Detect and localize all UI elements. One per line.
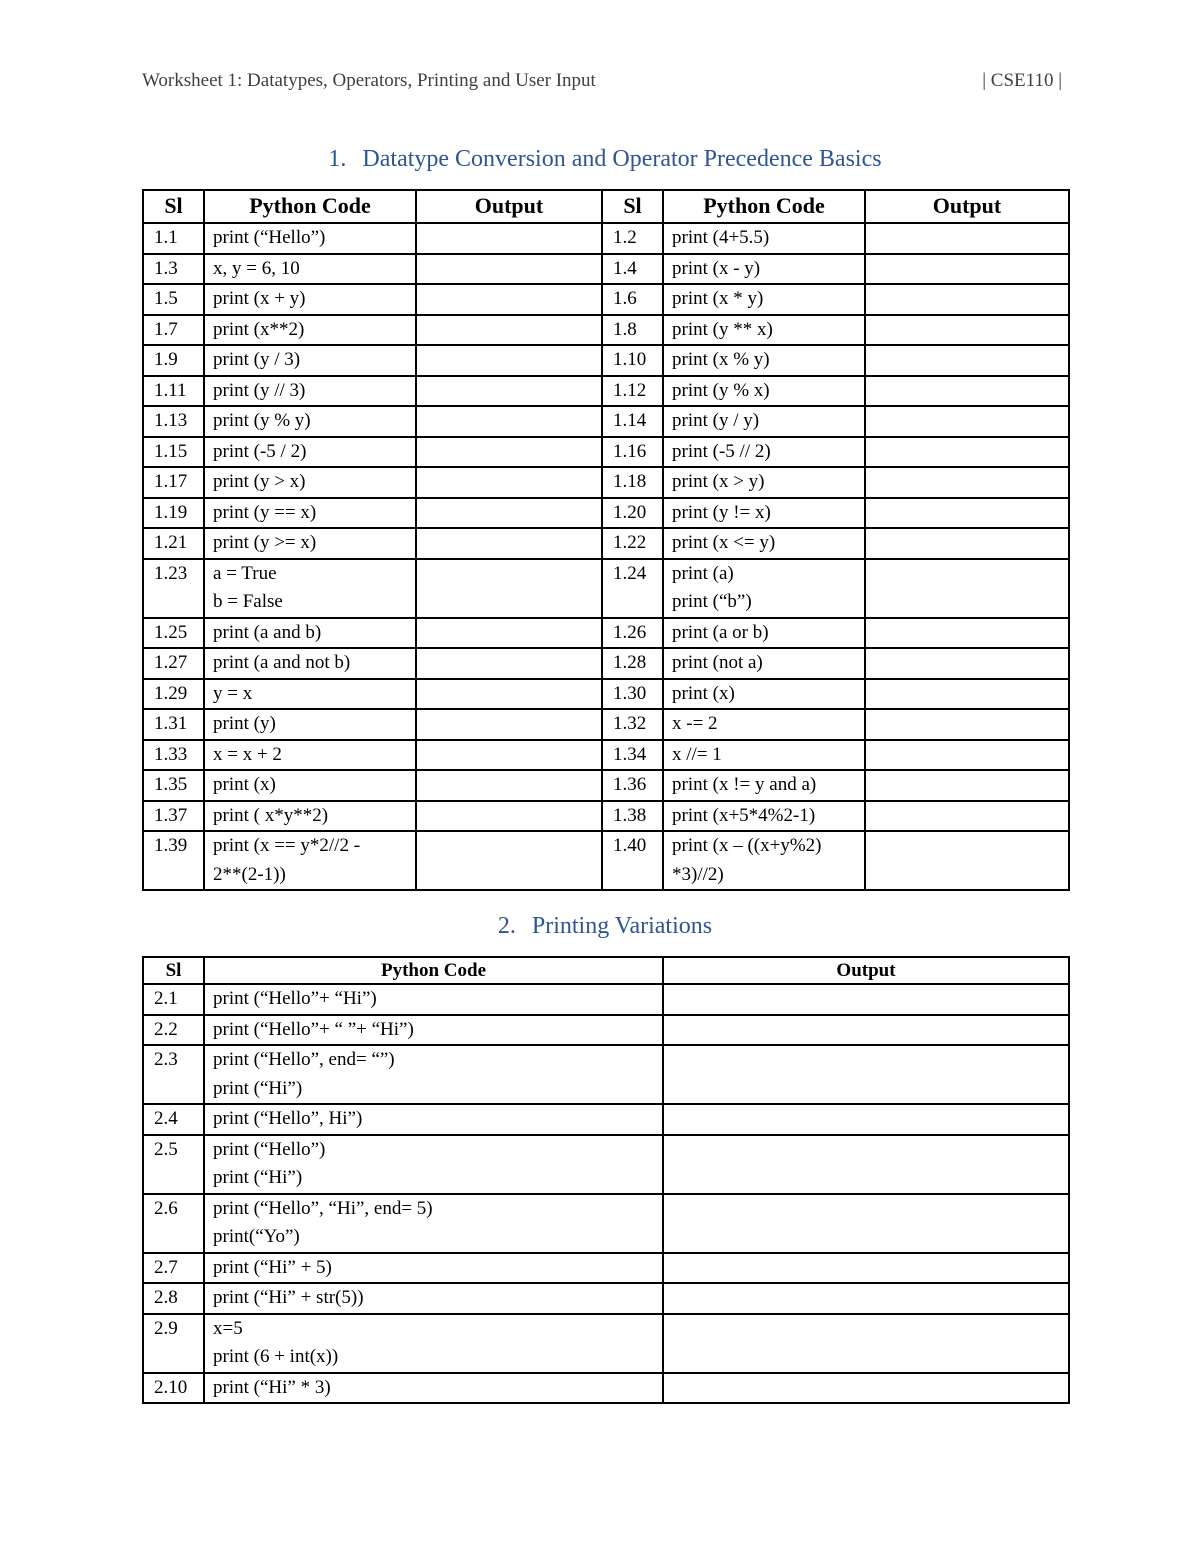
code-cell [663,223,865,254]
code-cell [663,437,865,468]
sl-cell: 1.6 [602,284,663,315]
output-cell [663,1283,1069,1314]
code-cell [663,801,865,832]
code-line: print (x + y) [213,288,306,309]
table-row [143,345,1069,376]
output-cell [865,648,1069,679]
sl-cell: 1.38 [602,801,663,832]
sl-cell: 1.27 [143,648,204,679]
column-header-sl: Sl [602,190,663,223]
sl-cell: 1.14 [602,406,663,437]
sl-cell: 1.37 [143,801,204,832]
output-cell [663,1373,1069,1404]
output-cell [865,284,1069,315]
sl-cell: 2.10 [143,1373,204,1404]
sl-cell: 1.11 [143,376,204,407]
section-2-title [142,913,1068,940]
sl-cell: 1.28 [602,648,663,679]
column-header-output: Output [865,190,1069,223]
code-line: print (x**2) [213,318,305,340]
code-line: print (a or b) [672,621,769,643]
output-cell [865,406,1069,437]
sl-cell: 1.1 [143,223,204,254]
sl-cell: 1.8 [602,315,663,346]
output-cell [865,740,1069,771]
table-row [143,801,1069,832]
code-cell [663,709,865,740]
column-header-python-code: Python Code [663,190,865,223]
table-row [143,406,1069,437]
table-row [143,284,1069,315]
output-cell [663,1045,1069,1104]
output-cell [416,679,602,710]
output-cell [865,770,1069,801]
code-cell [204,1015,663,1046]
table-header-row [143,957,1069,984]
code-cell [204,1135,663,1194]
table-body [143,223,1069,890]
code-line: print (x != y and a) [672,774,817,795]
code-line: print (x % y) [672,349,770,370]
code-line: print (x) [672,682,735,704]
table-row [143,254,1069,285]
code-cell [204,559,416,618]
code-line: 2**(2-1)) [213,863,286,885]
table-row [143,679,1069,710]
code-line: x -= 2 [672,713,718,734]
sl-cell: 1.40 [602,831,663,890]
code-line: print (y == x) [213,501,317,523]
column-header-output: Output [663,957,1069,984]
output-cell [416,315,602,346]
code-line: print (y / 3) [213,349,301,370]
table-row [143,831,1069,890]
table-body [143,984,1069,1403]
code-cell [204,1314,663,1373]
output-cell [865,467,1069,498]
table-header-row [143,190,1069,223]
sl-cell: 2.1 [143,984,204,1015]
code-line: print (“Hello”+ “Hi”) [213,988,377,1009]
column-header-output: Output [416,190,602,223]
sl-cell: 1.21 [143,528,204,559]
code-cell [204,831,416,890]
section-2-heading: Printing Variations [531,913,713,939]
code-cell [204,315,416,346]
sl-cell: 1.32 [602,709,663,740]
code-cell [204,1194,663,1253]
sl-cell: 1.36 [602,770,663,801]
table-row [143,528,1069,559]
output-cell [416,284,602,315]
code-cell [204,709,416,740]
code-line: print (“Hi” + str(5)) [213,1287,364,1308]
output-cell [663,1253,1069,1284]
code-line: a = True [213,562,277,584]
output-cell [865,801,1069,832]
output-cell [416,437,602,468]
table-row [143,1015,1069,1046]
code-cell [204,498,416,529]
sl-cell: 1.3 [143,254,204,285]
table-row [143,1104,1069,1135]
code-cell [663,528,865,559]
code-line: b = False [213,591,283,612]
sl-cell: 2.5 [143,1135,204,1194]
table-row [143,467,1069,498]
sl-cell: 1.4 [602,254,663,285]
code-cell [204,284,416,315]
code-line: print (“Hello”+ “ ”+ “Hi”) [213,1018,414,1040]
output-cell [416,831,602,890]
output-cell [865,709,1069,740]
code-line: print (“Hello”, Hi”) [213,1108,363,1129]
sl-cell: 1.31 [143,709,204,740]
output-cell [865,376,1069,407]
column-header-python-code: Python Code [204,190,416,223]
output-cell [416,345,602,376]
output-cell [663,1194,1069,1253]
table-row [143,740,1069,771]
output-cell [416,467,602,498]
table-row [143,1194,1069,1253]
table-row [143,1314,1069,1373]
sl-cell: 1.12 [602,376,663,407]
output-cell [416,254,602,285]
table-row [143,437,1069,468]
page-header [142,70,1062,98]
code-line: print (x – ((x+y%2) [672,835,822,856]
code-cell [204,1104,663,1135]
code-line: print (y) [213,713,276,734]
code-line: print (“b”) [672,591,752,612]
table-row [143,315,1069,346]
table-row [143,709,1069,740]
section-2-number: 2. [497,913,516,939]
sl-cell: 1.23 [143,559,204,618]
code-line: print (y // 3) [213,379,306,401]
code-cell [663,770,865,801]
code-line: print(“Yo”) [213,1226,300,1247]
sl-cell: 1.17 [143,467,204,498]
code-line: x //= 1 [672,743,722,765]
sl-cell: 2.7 [143,1253,204,1284]
code-line: print (“Hello”, “Hi”, end= 5) [213,1197,433,1219]
output-cell [416,559,602,618]
code-line: x=5 [213,1317,243,1339]
code-line: print (x) [213,774,276,795]
table-row [143,498,1069,529]
code-cell [204,437,416,468]
table-row [143,648,1069,679]
sl-cell: 2.6 [143,1194,204,1253]
sl-cell: 1.35 [143,770,204,801]
section-1-title [142,146,1068,173]
code-cell [204,770,416,801]
sl-cell: 1.39 [143,831,204,890]
output-cell [865,618,1069,649]
code-cell [204,254,416,285]
code-line: print (y > x) [213,471,306,492]
code-line: print (x - y) [672,257,761,279]
output-cell [865,437,1069,468]
output-cell [416,528,602,559]
code-cell [204,467,416,498]
code-line: *3)//2) [672,863,724,885]
output-cell [663,1314,1069,1373]
sl-cell: 1.13 [143,406,204,437]
output-cell [865,498,1069,529]
code-cell [663,345,865,376]
output-cell [865,528,1069,559]
code-cell [204,618,416,649]
sl-cell: 1.2 [602,223,663,254]
code-cell [663,648,865,679]
code-line: print (y ** x) [672,318,773,340]
code-cell [204,376,416,407]
code-line: print (y != x) [672,501,771,523]
code-cell [663,679,865,710]
sl-cell: 2.9 [143,1314,204,1373]
code-cell [663,467,865,498]
sl-cell: 1.18 [602,467,663,498]
output-cell [865,831,1069,890]
sl-cell: 2.3 [143,1045,204,1104]
code-cell [204,648,416,679]
output-cell [663,1015,1069,1046]
output-cell [416,376,602,407]
table-row [143,770,1069,801]
sl-cell: 1.7 [143,315,204,346]
output-cell [416,406,602,437]
code-line: x, y = 6, 10 [213,257,300,279]
code-line: print (-5 / 2) [213,440,307,462]
code-line: print (“Hi”) [213,1167,303,1188]
table-row [143,1135,1069,1194]
header-title: Worksheet 1: Datatypes, Operators, Printing and User Input [142,70,596,91]
code-cell [663,831,865,890]
section-1-number: 1. [328,146,347,172]
output-cell [865,223,1069,254]
table-row [143,1253,1069,1284]
code-cell [204,801,416,832]
sl-cell: 1.22 [602,528,663,559]
code-line: print (“Hi” * 3) [213,1376,331,1398]
code-cell [204,406,416,437]
code-line: print (x == y*2//2 - [213,835,361,856]
sl-cell: 1.15 [143,437,204,468]
code-line: x = x + 2 [213,743,282,765]
code-cell [663,559,865,618]
sl-cell: 1.33 [143,740,204,771]
table-row [143,559,1069,618]
code-cell [204,1283,663,1314]
code-line: y = x [213,682,253,704]
code-line: print (y % y) [213,410,311,431]
output-cell [663,984,1069,1015]
column-header-sl: Sl [143,957,204,984]
sl-cell: 1.5 [143,284,204,315]
output-cell [416,223,602,254]
code-line: print (y >= x) [213,532,317,553]
code-line: print ( x*y**2) [213,804,329,826]
code-line: print (“Hi”) [213,1077,303,1099]
code-line: print (x+5*4%2-1) [672,804,816,826]
sl-cell: 1.25 [143,618,204,649]
code-line: print (“Hello”) [213,227,326,248]
datatype-conversion-table [142,189,1070,891]
sl-cell: 1.19 [143,498,204,529]
column-header-sl: Sl [143,190,204,223]
sl-cell: 1.16 [602,437,663,468]
sl-cell: 2.8 [143,1283,204,1314]
output-cell [865,315,1069,346]
code-line: print (-5 // 2) [672,440,771,462]
output-cell [416,618,602,649]
output-cell [865,345,1069,376]
table-row [143,1045,1069,1104]
code-cell [204,528,416,559]
code-cell [204,984,663,1015]
output-cell [865,559,1069,618]
printing-variations-table [142,956,1070,1404]
code-line: print (y % x) [672,379,770,401]
code-cell [204,1045,663,1104]
table-row [143,1283,1069,1314]
sl-cell: 2.2 [143,1015,204,1046]
output-cell [416,740,602,771]
output-cell [663,1104,1069,1135]
column-header-python-code: Python Code [204,957,663,984]
code-line: print (“Hello”) [213,1138,326,1160]
code-line: print (x * y) [672,288,764,309]
code-cell [204,679,416,710]
table-row [143,223,1069,254]
code-cell [663,254,865,285]
code-line: print (x <= y) [672,532,776,553]
table-row [143,618,1069,649]
code-line: print (4+5.5) [672,227,770,248]
code-line: print (“Hello”, end= “”) [213,1049,395,1070]
code-line: print (not a) [672,652,763,673]
code-line: print (“Hi” + 5) [213,1256,332,1278]
section-1-heading: Datatype Conversion and Operator Precedence Basics [362,146,882,172]
output-cell [865,254,1069,285]
code-cell [663,376,865,407]
code-cell [204,1373,663,1404]
code-cell [204,223,416,254]
code-cell [663,406,865,437]
sl-cell: 1.24 [602,559,663,618]
sl-cell: 1.26 [602,618,663,649]
table-row [143,1373,1069,1404]
sl-cell: 2.4 [143,1104,204,1135]
table-row [143,376,1069,407]
code-line: print (a and b) [213,621,322,643]
sl-cell: 1.20 [602,498,663,529]
output-cell [416,648,602,679]
code-cell [204,740,416,771]
code-cell [663,740,865,771]
sl-cell: 1.29 [143,679,204,710]
sl-cell: 1.9 [143,345,204,376]
output-cell [416,770,602,801]
header-course-code: | CSE110 | [982,70,1062,91]
code-cell [663,498,865,529]
code-line: print (x > y) [672,471,765,492]
code-cell [663,315,865,346]
code-cell [663,618,865,649]
code-line: print (a) [672,562,734,584]
code-line: print (a and not b) [213,652,351,673]
output-cell [416,801,602,832]
output-cell [865,679,1069,710]
sl-cell: 1.10 [602,345,663,376]
output-cell [416,709,602,740]
sl-cell: 1.34 [602,740,663,771]
table-row [143,984,1069,1015]
code-line: print (6 + int(x)) [213,1346,339,1367]
code-cell [663,284,865,315]
code-line: print (y / y) [672,410,760,431]
code-cell [204,1253,663,1284]
output-cell [416,498,602,529]
code-cell [204,345,416,376]
output-cell [663,1135,1069,1194]
sl-cell: 1.30 [602,679,663,710]
